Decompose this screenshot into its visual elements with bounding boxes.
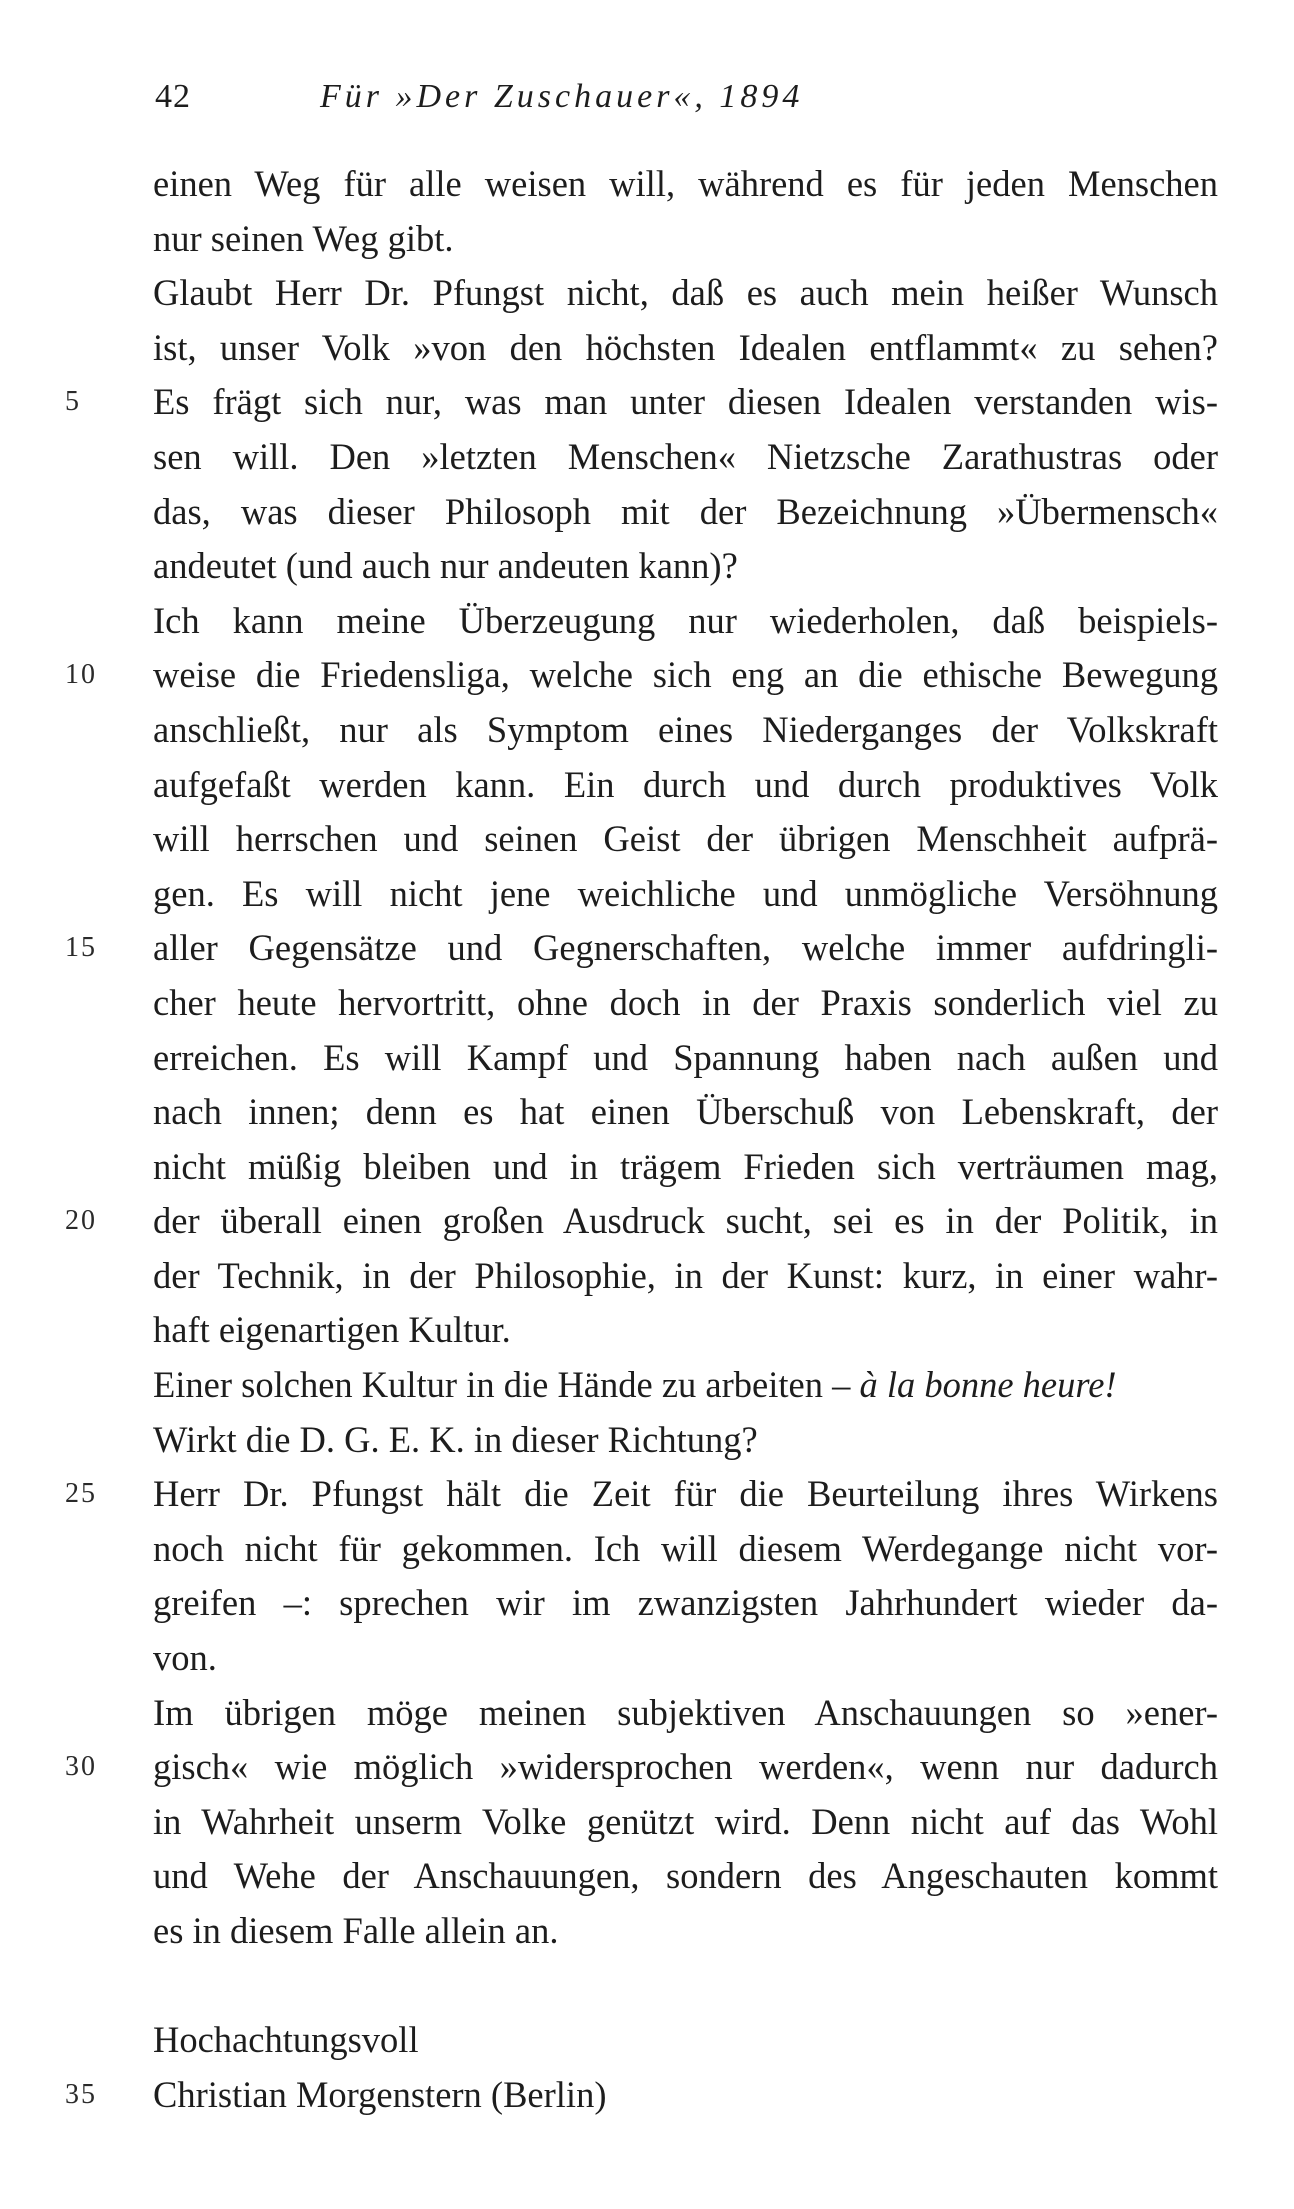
- body-line: [153, 1576, 1218, 1631]
- line-number: 35: [65, 2078, 97, 2110]
- body-lines-part-1: [65, 157, 1218, 1358]
- line-text: Im übrigen möge meinen subjektiven Anschauungen so »ener-: [153, 1691, 1218, 1733]
- body-line: [153, 321, 1218, 376]
- line-text: erreichen. Es will Kampf und Spannung haben nach außen und: [153, 1036, 1218, 1078]
- body-line: [153, 266, 1218, 321]
- line-text: cher heute hervortritt, ohne doch in der Praxis sonderlich viel zu: [153, 981, 1218, 1023]
- line-23-italic-text: à la bonne heure!: [859, 1364, 1117, 1406]
- body-line: [153, 758, 1218, 813]
- line-text: aller Gegensätze und Gegnerschaften, welche immer aufdringli-: [153, 927, 1218, 969]
- line-number: 30: [65, 1751, 97, 1783]
- line-text: Wirkt die D. G. E. K. in dieser Richtung?: [153, 1418, 758, 1460]
- body-line: [153, 1686, 1218, 1741]
- line-text: sen will. Den »letzten Menschen« Nietzsche Zarathustras oder: [153, 435, 1218, 477]
- body-line: [153, 1085, 1218, 1140]
- body-line: [153, 976, 1218, 1031]
- body-line: [65, 1740, 1218, 1795]
- line-number: 10: [65, 659, 97, 691]
- line-text: will herrschen und seinen Geist der übrigen Menschheit aufprä-: [153, 818, 1218, 860]
- body-line: [65, 648, 1218, 703]
- line-number: 20: [65, 1205, 97, 1237]
- line-text: der Technik, in der Philosophie, in der Kunst: kurz, in einer wahr-: [153, 1254, 1218, 1296]
- line-text: greifen –: sprechen wir im zwanzigsten Jahrhundert wieder da-: [153, 1582, 1218, 1624]
- line-text: andeutet (und auch nur andeuten kann)?: [153, 545, 738, 587]
- body-line: [153, 1904, 1218, 1959]
- body-line: [153, 1358, 1218, 1413]
- body-line: [65, 1467, 1218, 1522]
- body-lines-part-2: [65, 1413, 1218, 1959]
- line-text: anschließt, nur als Symptom eines Niederganges der Volkskraft: [153, 708, 1218, 750]
- body-line: [153, 539, 1218, 594]
- body-line: [153, 212, 1218, 267]
- body-line: [153, 485, 1218, 540]
- line-text: nach innen; denn es hat einen Überschuß von Lebenskraft, der: [153, 1091, 1218, 1133]
- line-text: weise die Friedensliga, welche sich eng an die ethische Bewegung: [153, 654, 1218, 696]
- line-text: gen. Es will nicht jene weichliche und unmögliche Versöhnung: [153, 872, 1218, 914]
- body-line: [153, 1140, 1218, 1195]
- paragraph-spacer: [153, 1959, 1218, 2014]
- line-text: ist, unser Volk »von den höchsten Idealen entflammt« zu sehen?: [153, 326, 1218, 368]
- body-line: [153, 1303, 1218, 1358]
- line-text: Glaubt Herr Dr. Pfungst nicht, daß es auch mein heißer Wunsch: [153, 272, 1218, 314]
- line-text: nur seinen Weg gibt.: [153, 217, 454, 259]
- body-line: [153, 1849, 1218, 1904]
- line-text: und Wehe der Anschauungen, sondern des Angeschauten kommt: [153, 1855, 1218, 1897]
- line-23-text: Einer solchen Kultur in die Hände zu arbeiten –: [153, 1364, 860, 1406]
- body-line: [153, 812, 1218, 867]
- running-head: Für »Der Zuschauer«, 1894: [320, 78, 804, 115]
- body-line: [153, 1031, 1218, 1086]
- line-text: aufgefaßt werden kann. Ein durch und durch produktives Volk: [153, 763, 1218, 805]
- body-line: [153, 430, 1218, 485]
- line-text: gisch« wie möglich »widersprochen werden«, wenn nur dadurch: [153, 1746, 1218, 1788]
- line-text: von.: [153, 1637, 217, 1679]
- signature: Christian Morgenstern (Berlin): [153, 2073, 607, 2115]
- line-text: haft eigenartigen Kultur.: [153, 1309, 511, 1351]
- line-text: Herr Dr. Pfungst hält die Zeit für die Beurteilung ihres Wirkens: [153, 1473, 1218, 1515]
- body-line: [153, 703, 1218, 758]
- body-line: [153, 1631, 1218, 1686]
- body-line: [153, 157, 1218, 212]
- line-text: noch nicht für gekommen. Ich will diesem Werdegange nicht vor-: [153, 1527, 1218, 1569]
- line-text: nicht müßig bleiben und in trägem Frieden sich verträumen mag,: [153, 1145, 1218, 1187]
- line-text: Ich kann meine Überzeugung nur wiederholen, daß beispiels-: [153, 599, 1218, 641]
- salutation: Hochachtungsvoll: [153, 2019, 419, 2061]
- line-text: der überall einen großen Ausdruck sucht, sei es in der Politik, in: [153, 1200, 1218, 1242]
- letter-body: [65, 157, 1218, 2122]
- letter-closing: [65, 2013, 1218, 2122]
- page-number: 42: [155, 78, 191, 115]
- body-line: [153, 867, 1218, 922]
- line-text: einen Weg für alle weisen will, während es für jeden Menschen: [153, 163, 1218, 204]
- body-line: [153, 594, 1218, 649]
- body-line: [65, 921, 1218, 976]
- body-line: [65, 375, 1218, 430]
- signature-line: [65, 2068, 1218, 2123]
- body-line: [153, 1249, 1218, 1304]
- body-line: [153, 1795, 1218, 1850]
- line-number: 25: [65, 1478, 97, 1510]
- salutation-line: [153, 2013, 1218, 2068]
- body-line: [153, 1522, 1218, 1577]
- line-text: es in diesem Falle allein an.: [153, 1910, 559, 1951]
- line-text: Es frägt sich nur, was man unter diesen Idealen verstanden wis-: [153, 381, 1218, 423]
- line-text: das, was dieser Philosoph mit der Bezeichnung »Übermensch«: [153, 490, 1218, 532]
- page-header: [0, 72, 1294, 122]
- line-number: 5: [65, 386, 81, 418]
- line-text: in Wahrheit unserm Volke genützt wird. Denn nicht auf das Wohl: [153, 1800, 1218, 1842]
- body-line: [65, 1194, 1218, 1249]
- line-number: 15: [65, 932, 97, 964]
- body-line: [153, 1413, 1218, 1468]
